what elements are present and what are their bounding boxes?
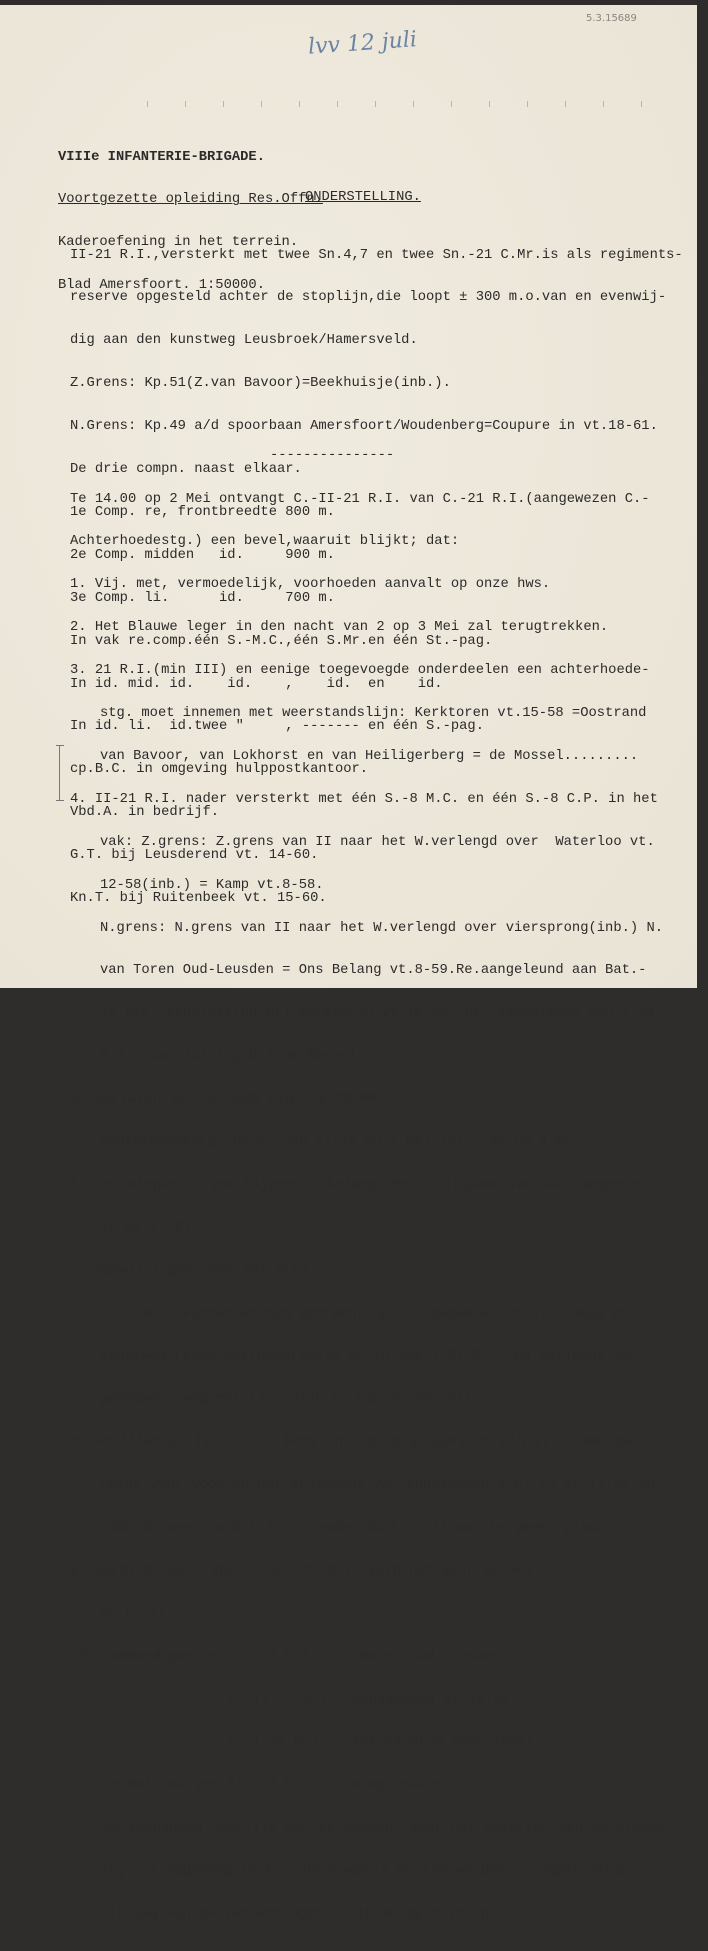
text-line: In vak re.comp.één S.-M.C.,één S.Mr.en één St.-pag.: [70, 633, 493, 649]
text-line: vak: Z.grens: Z.grens van II naar het W.verlengd over Waterloo vt.: [100, 834, 655, 850]
document-page: [0, 5, 697, 1922]
text-line: II-21 R.I.,versterkt met twee Sn.4,7 en twee Sn.-21 C.Mr.is als regiments-: [70, 247, 683, 263]
text-line: Z.Grens: Kp.51(Z.van Bavoor)=Beekhuisje(inb.).: [70, 376, 451, 392]
order-item: 4. II-21 R.I. nader versterkt met één S.-8 M.C. en één S.-8 C.P. in het: [70, 791, 658, 807]
text-line: De drie compn. naast elkaar.: [70, 462, 302, 478]
text-line: genoemden weg met liniedijk (O.van de Mossel).: [100, 1392, 481, 1408]
order-item: 5. Verlaten van de oude stg. te 20.00.: [70, 1092, 385, 1108]
text-line: 1e Comp. re, frontbreedte 800 m.: [70, 504, 335, 520]
typewriter-marks: [110, 101, 670, 107]
text-line: reserve opgesteld achter de stoplijn,die loopt ± 300 m.o.van en evenwij-: [70, 290, 667, 306]
handwritten-note: lvv 12 juli: [307, 27, 418, 60]
unit-name: VIIIe INFANTERIE-BRIGADE.: [58, 149, 265, 165]
text-line: R.I., aansluiting bij de Mossel.: [100, 1049, 365, 1065]
page-title: ONDERSTELLING.: [305, 190, 421, 205]
course-name: Voortgezette opleiding Res.Offn.: [58, 192, 323, 208]
exercise-name: Kaderoefening in het terrein.: [58, 235, 299, 251]
text-line: C.-II-21 R.I. Leusderend vt.14-60.: [228, 1692, 518, 1708]
order-item: 9. Verbindingen: Vbd.A.-St.-21 R.I. verbindt mijn cp.met:............: [70, 1563, 642, 1579]
text-line: Achterhoedestg. bezet van 21.15 op 2 Mei tot 7.00 op 3 Mei.: [100, 1134, 589, 1150]
text-line: Vbd.A. in bedrijf.: [70, 805, 220, 821]
order-item: 6. Terreinpunten van bijzonder belang: het kruispunt van kunstwegen e.o.: [70, 1177, 667, 1193]
text-line: cp.B.C. in omgeving hulppostkantoor.: [70, 762, 369, 778]
text-line: kunstweg Leusbroek/Hamersveld en in vak I-21 R.I. op snijpunt van: [100, 1349, 639, 1365]
text-line: 3e Comp. li. id. 700 m.: [70, 590, 335, 606]
text-line: vóór de weerstandslijn op nader door C.-II aan te geven plaats.: [100, 1520, 622, 1536]
text-line: reidt vuur voor op het kruispunt van kunstwegen e.o. in vt.17-61 en: [100, 1478, 655, 1494]
text-line: Achterhoedestg.) een bevel,waaruit blijkt; dat:: [70, 534, 460, 550]
order-item: 8. Artillerie: II-16 R.A. komt in stg. bij Sportterrein vt.13-60; be-: [70, 1435, 642, 1451]
map-reference: Blad Amersfoort. 1:50000.: [58, 278, 265, 294]
order-item: 12. Verkenningen dadelijk aan te vangen. Voor het bezetten van de nieuwe: [70, 1821, 667, 1837]
text-line: dig aan den kunstweg Leusbroek/Hamersveld.: [70, 333, 418, 349]
text-line: Kn.T. bij Ruitenbeek vt. 15-60.: [70, 890, 327, 906]
text-line: in vt.17-61.: [100, 1220, 200, 1236]
order-item: 1. Vij. met, vermoedelijk, voorhoeden aanvalt op onze hws.: [70, 577, 551, 593]
text-line: Te 14.00 op 2 Mei ontvangt C.-II-21 R.I. van C.-21 R.I.(aangewezen C.-: [70, 491, 650, 507]
text-line: 2e Comp. midden id. 900 m.: [70, 547, 335, 563]
text-line: G.T. bij Leusderend vt. 14-60.: [70, 848, 319, 864]
orders-section: [70, 464, 666, 1951]
text-line: 12-58(inb.) = Kamp vt.8-58.: [100, 877, 324, 893]
text-line: stg. moet innemen met weerstandslijn: Kerktoren vt.15-58 =Oostrand: [100, 706, 647, 722]
text-line: van Toren Oud-Leusden = Ons Belang vt.8-59.Re.aangeleund aan Bat.-: [100, 963, 647, 979]
margin-bracket-mark: [59, 745, 66, 801]
text-line: IV Div. aansluiting bij kerktoren vt.15-58. Li. aangeleund aan I-21: [100, 1006, 655, 1022]
text-line: Vuur moet kunnen worden gebracht op het bedekte terrein langs den: [100, 1306, 639, 1322]
text-line: van Bavoor, van Lokhorst en van Heiligerberg = de Mossel.........: [100, 748, 639, 764]
archive-number: 5.3.15689: [586, 13, 637, 24]
order-item: 3. 21 R.I.(min III) en eenige toegevoegde onderdeelen een achterhoede-: [70, 663, 650, 679]
order-item: 2. Het Blauwe leger in den nacht van 2 op 3 Mei zal terugtrekken.: [70, 620, 609, 636]
order-item: 10. Commandoposten: C.-21 R.I. Hotel Oud-Leusden.: [70, 1649, 509, 1665]
order-item: 11. In het vak van II zal 5 R.I. terugtrekken.: [70, 1778, 451, 1794]
text-line: N.grens: N.grens van II naar het W.verlengd over viersprong(inb.) N.: [100, 920, 664, 936]
text-line: C.-I-21 R.I. Inf.Kazerne Amersfoort.: [228, 1735, 543, 1751]
text-line: In id. mid. id. id. , id. en id.: [70, 676, 443, 692]
separator-line: ---------------: [270, 448, 395, 463]
order-item: 7. Aanwijzingen voor het vuur.: [70, 1263, 319, 1279]
text-line: In id. li. id.twee " , ------- en één S.-pag.: [70, 719, 484, 735]
text-line: stg.zal nagenoeg techt achterwaarts moeten worden teruggetrokken.: [100, 1864, 639, 1880]
text-line: N.Grens: Kp.49 a/d spoorbaan Amersfoort/Woudenberg=Coupure in vt.18-61.: [70, 419, 658, 435]
text-line: cp.C.-II........: [100, 1606, 233, 1622]
text-line: Uitslag van de verkenningen te 18.00 op mijn cp.: [100, 1906, 498, 1922]
